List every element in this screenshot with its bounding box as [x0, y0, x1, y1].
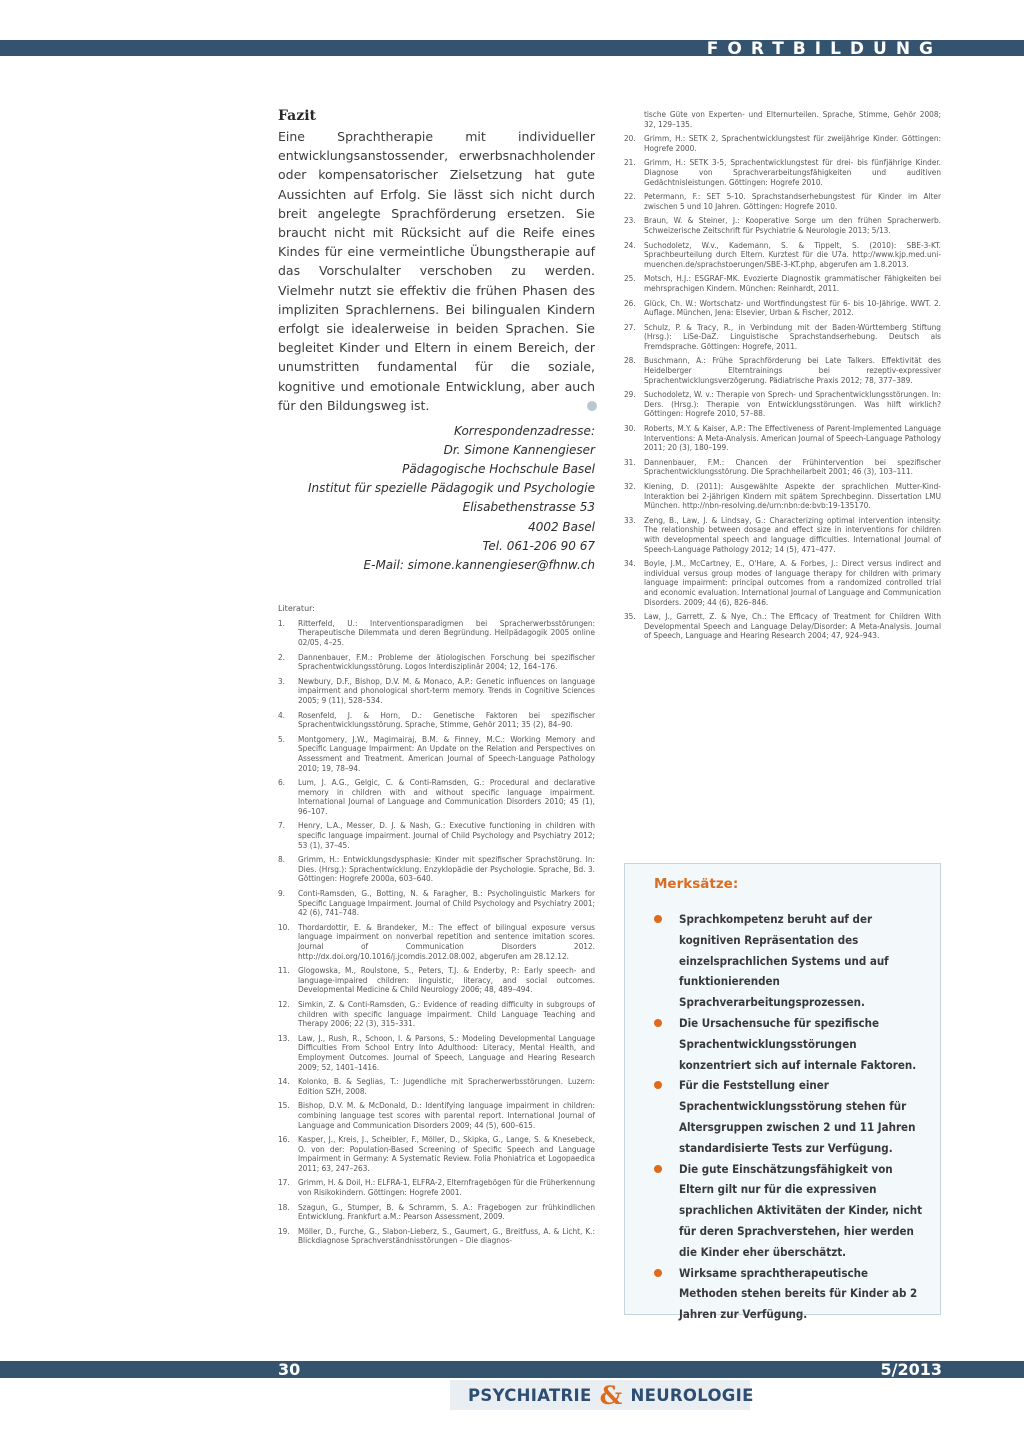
reference-text: Rosenfeld, J. & Horn, D.: Genetische Faktoren bei spezifischer Sprachentwicklungsstörung. Sprache, Stimme, Gehör 2011; 35 (2), 84–90. [298, 709, 595, 730]
key-points-box [624, 863, 941, 1322]
reference-number: 8. [278, 854, 286, 865]
reference-text: Dannenbauer, F.M.: Probleme der ätiologischen Forschung bei spezifischer Sprachentwicklungsstörung. Logos Interdisziplinär 2004; 12, 164–176. [298, 651, 595, 672]
end-mark-dot [587, 401, 597, 411]
reference-number: 3. [278, 675, 286, 686]
reference-text: Ritterfeld, U.: Interventionsparadigmen bei Spracherwerbsstörungen: Therapeutische Dilemmata und deren Begründung. Heilpädagogik 2005 online 02/05, 4–25. [298, 617, 595, 647]
key-point-text: Wirksame sprachtherapeutische Methoden stehen bereits für Kinder ab 2 Jahren zur Verfügung. [679, 1265, 918, 1322]
reference-item [278, 1203, 595, 1222]
reference-number: 9. [278, 888, 286, 899]
reference-text: Braun, W. & Steiner, J.: Kooperative Sorge um den frühen Spracherwerb. Schweizerische Zeitschrift für Psychiatrie & Neurologie 2013; 5/13. [644, 215, 941, 235]
reference-number: 24. [624, 239, 636, 250]
reference-number: 15. [278, 1100, 290, 1111]
reference-number: 10. [278, 921, 290, 932]
reference-item [624, 192, 941, 211]
reference-text: Roberts, M.Y. & Kaiser, A.P.: The Effectiveness of Parent-Implemented Language Interventions: A Meta-Analysis. American Journal of Speech-Language Pathology 2011; 20 (3), 180–199. [644, 423, 941, 453]
reference-item [624, 424, 941, 453]
reference-item [624, 134, 941, 153]
reference-text: Glogowska, M., Roulstone, S., Peters, T.J. & Enderby, P.: Early speech- and language-impaired children: linguistic, literacy, and social outcomes. Developmental Medicine & Child Neurology 2006; 48, 489–494. [298, 965, 595, 995]
reference-item [278, 735, 595, 773]
reference-number: 14. [278, 1076, 290, 1087]
reference-text: Thordardottir, E. & Brandeker, M.: The effect of bilingual exposure versus language impairment on nonverbal repetition and sentence imitation scores. Journal of Communication Disorders 2012. http://dx.doi.org/10.1016/j.jcomdis.2012.08.002, abgerufen am 28.12.12. [298, 921, 595, 961]
reference-text: Newbury, D.F., Bishop, D.V. M. & Monaco, A.P.: Genetic influences on language impairment and phonological short-term memory. Trends in Cognitive Sciences 2005; 9 (11), 528–534. [298, 675, 595, 705]
reference-text: Simkin, Z. & Conti-Ramsden, G.: Evidence of reading difficulty in subgroups of children with specific language impairment. Child Language Teaching and Therapy 2006; 22 (3), 315–331. [298, 998, 595, 1029]
reference-text: Szagun, G., Stumper, B. & Schramm, S. A.: Fragebogen zur frühkindlichen Entwicklung. Frankfurt a.M.: Pearson Assessment, 2009. [298, 1201, 595, 1222]
reference-number: 5. [278, 733, 286, 744]
reference-text: Conti-Ramsden, G., Botting, N. & Faragher, B.: Psycholinguistic Markers for Specific Language Impairment. Journal of Child Psychology and Psychiatry 2001; 42 (6), 741–748. [298, 888, 595, 918]
reference-list-left [278, 619, 595, 1246]
reference-item [624, 356, 941, 385]
reference-text: Suchodoletz, W.v., Kademann, S. & Tippelt, S. (2010): SBE-3-KT. Sprachbeurteilung durch Eltern. Kurztest für die U7a. http://www.kjp.med.uni-muenchen.de/sprachstoerungen/SBE-3-KT.php, abgerufen am 1.8.2013. [644, 239, 941, 269]
reference-item [278, 1135, 595, 1173]
key-point-item [654, 909, 930, 1013]
reference-number: 7. [278, 820, 286, 831]
reference-number: 6. [278, 777, 286, 788]
fazit-text: Eine Sprachtherapie mit individueller entwicklungsanstossender, erwerbsnachholender oder kompensatorischer Zielsetzung hat gute Aussichten auf Erfolg. Sie lässt sich nicht durch breit angelegte Sprachförderung ersetzen. Sie braucht nicht mit Rücksicht auf die Reife eines Kindes für eine vermeintliche Übungstherapie auf das Vorschulalter verschoben zu werden. Vielmehr nutzt sie effektiv die frühen Phasen des impliziten Sprachlernens. Bei bilingualen Kindern erfolgt sie idealerweise in beiden Sprachen. Sie begleitet Kinder und Eltern in einem Bereich, der unumstritten fundamental für die soziale, kognitive und emotionale Entwicklung, aber auch für den Bildungsweg ist. [278, 129, 595, 413]
reference-text: Grimm, H.: Entwicklungsdysphasie: Kinder mit spezifischer Sprachstörung. In: Dies. (Hrsg.): Sprachentwicklung. Enzyklopädie der Psychologie. Sprache, Bd. 3. Göttingen: Hogrefe 2000a, 603–640. [298, 854, 595, 884]
contact-phone: Tel. 061-206 90 67 [482, 538, 595, 553]
reference-item [278, 821, 595, 850]
journal-logo-right: NEUROLOGIE [630, 1386, 754, 1405]
reference-text: Kolonko, B. & Seglias, T.: Jugendliche mit Spracherwerbsstörungen. Luzern: Edition SZH, 2008. [298, 1076, 595, 1096]
reference-item [278, 1000, 595, 1029]
bullet-dot-icon [654, 1081, 662, 1089]
bullet-dot-icon [654, 1019, 662, 1027]
fazit-heading: Fazit [278, 108, 316, 124]
reference-text: Grimm, H.: SETK 3-5, Sprachentwicklungstest für drei- bis fünfjährige Kinder. Diagnose von Sprachverarbeitungsfähigkeiten und auditiven Gedächtnisleistungen. Göttingen: Hogrefe 2010. [644, 157, 941, 187]
key-points-heading: Merksätze: [654, 876, 739, 892]
reference-number: 26. [624, 297, 636, 308]
reference-number: 23. [624, 215, 636, 226]
contact-street: Elisabethenstrasse 53 [462, 500, 595, 515]
reference-item [624, 516, 941, 554]
reference-number: 19. [278, 1225, 290, 1236]
reference-item [624, 216, 941, 235]
key-point-item [654, 1075, 930, 1158]
reference-continuation: tische Güte von Experten- und Elternurteilen. Sprache, Stimme, Gehör 2008; 32, 129–135. [644, 109, 941, 129]
key-point-text: Sprachkompetenz beruht auf der kognitiven Repräsentation des einzelsprachlichen Systems und auf funktionierenden Sprachverarbeitungsprozessen. [679, 912, 889, 1010]
fazit-paragraph [278, 127, 595, 415]
reference-text: Suchodoletz, W. v.: Therapie von Sprech- und Sprachentwicklungsstörungen. In: Ders. (Hrsg.): Therapie von Entwicklungsstörungen. Was hilft wirklich? Göttingen: Hogrefe 2010, 57–88. [644, 389, 941, 419]
reference-text: Montgomery, J.W., Magimairaj, B.M. & Finney, M.C.: Working Memory and Specific Language Impairment: An Update on the Relation and Perspectives on Assessment and Treatment. American Journal of Speech-Language Pathology 2010; 19, 78–94. [298, 733, 595, 773]
reference-text: Grimm, H. & Doil, H.: ELFRA-1, ELFRA-2, Elternfragebögen für die Früherkennung von Risikokindern. Göttingen: Hogrefe 2001. [298, 1177, 595, 1198]
reference-number: 16. [278, 1134, 290, 1145]
reference-item [278, 711, 595, 730]
contact-department: Institut für spezielle Pädagogik und Psychologie [308, 481, 595, 496]
reference-text: Möller, D., Furche, G., Slabon-Lieberz, S., Gaumert, G., Breitfuss, A. & Licht, K.: Blickdiagnose Sprachverständnisstörungen – Die diagnos- [298, 1225, 595, 1246]
reference-number: 22. [624, 191, 636, 202]
reference-text: Petermann, F.: SET 5-10. Sprachstandserhebungstest für Kinder im Alter zwischen 5 und 10 Jahren. Göttingen: Hogrefe 2010. [644, 191, 941, 211]
correspondence-address [278, 422, 595, 575]
key-point-text: Die Ursachensuche für spezifische Sprachentwicklungsstörungen konzentriert sich auf internale Faktoren. [679, 1015, 917, 1072]
reference-number: 32. [624, 481, 636, 491]
key-point-item [654, 1159, 930, 1263]
contact-institution: Pädagogische Hochschule Basel [402, 462, 595, 477]
reference-item [624, 274, 941, 293]
reference-number: 18. [278, 1201, 290, 1212]
footer-bar [0, 1361, 1024, 1378]
reference-text: Law, J., Rush, R., Schoon, I. & Parsons, S.: Modeling Developmental Language Difficulties From School Entry Into Adulthood: Literacy, Mental Health, and Employment Outcomes. Journal of Speech, Language and Hearing Research 2009; 52, 1401–1416. [298, 1032, 595, 1072]
key-point-text: Für die Feststellung einer Sprachentwicklungsstörung stehen für Altersgruppen zwischen 2 und 11 Jahren standardisierte Tests zur Verfügung. [679, 1078, 916, 1155]
reference-item [278, 677, 595, 706]
reference-item [278, 889, 595, 918]
reference-item [624, 458, 941, 477]
reference-item [624, 158, 941, 187]
reference-item [278, 1077, 595, 1096]
reference-number: 29. [624, 389, 636, 400]
reference-number: 4. [278, 709, 286, 720]
reference-item [624, 390, 941, 419]
reference-text: Kiening, D. (2011): Ausgewählte Aspekte der sprachlichen Mutter-Kind-Interaktion bei 2-jährigen Kindern mit spätem Sprechbeginn. Dissertation LMU München. http://nbn-resolving.de/urn:nbn:de:bvb:19-135170. [644, 481, 941, 511]
key-point-item [654, 1013, 930, 1075]
reference-text: Buschmann, A.: Frühe Sprachförderung bei Late Talkers. Effektivität des Heidelberger Elterntrainings bei rezeptiv-expressiver Sprachentwicklungsverzögerung. Pädiatrische Praxis 2012; 78, 377–389. [644, 355, 941, 385]
contact-city: 4002 Basel [528, 519, 595, 534]
reference-item [278, 619, 595, 648]
reference-number: 35. [624, 611, 636, 622]
reference-number: 31. [624, 456, 636, 467]
journal-logo-ampersand: & [599, 1381, 623, 1410]
reference-item [624, 299, 941, 318]
section-label: FORTBILDUNG [706, 39, 942, 59]
journal-logo [468, 1381, 754, 1410]
reference-list-right [624, 134, 941, 641]
reference-item [624, 241, 941, 270]
reference-text: Lum, J. A.G., Gelgic, C. & Conti-Ramsden, G.: Procedural and declarative memory in children with and without specific language impairment. International Journal of Language and Communication Disorders 2010; 45 (1), 96–107. [298, 777, 595, 816]
bullet-dot-icon [654, 915, 662, 923]
reference-item [278, 855, 595, 884]
reference-text: Bishop, D.V. M. & McDonald, D.: Identifying language impairment in children: combining language test scores with parental report. International Journal of Language and Communication Disorders 2009; 44 (5), 600–615. [298, 1100, 595, 1130]
journal-logo-left: PSYCHIATRIE [468, 1386, 592, 1405]
reference-number: 30. [624, 423, 636, 434]
page-number: 30 [278, 1360, 301, 1379]
reference-number: 2. [278, 651, 286, 662]
reference-number: 33. [624, 514, 636, 525]
key-points-list [654, 909, 930, 1325]
key-point-text: Die gute Einschätzungsfähigkeit von Eltern gilt nur für die expressiven sprachlichen Aktivitäten der Kinder, nicht für deren Sprachverstehen, hier werden die Kinder eher überschätzt. [679, 1161, 923, 1259]
reference-text: Glück, Ch. W.: Wortschatz- und Wortfindungstest für 6- bis 10-Jährige. WWT. 2. Auflage. München, Jena: Elsevier, Urban & Fischer, 2012. [644, 297, 941, 318]
reference-item [278, 1178, 595, 1197]
reference-item [278, 653, 595, 672]
contact-name: Dr. Simone Kannengieser [443, 443, 595, 458]
reference-item [278, 1101, 595, 1130]
reference-number: 34. [624, 558, 636, 569]
reference-item [278, 966, 595, 995]
reference-number: 11. [278, 965, 290, 976]
bullet-dot-icon [654, 1165, 662, 1173]
reference-number: 17. [278, 1177, 290, 1188]
reference-text: Boyle, J.M., McCartney, E., O'Hare, A. & Forbes, J.: Direct versus indirect and individual versus group modes of language therapy for children with primary language impairment: principal outcomes from a randomized controlled trial and economic evaluation. International Journal of Language and Communication Disorders. 2009; 44 (6), 826–846. [644, 558, 942, 607]
reference-item [624, 323, 941, 352]
key-point-item [654, 1263, 930, 1325]
reference-number: 20. [624, 133, 636, 144]
reference-item [278, 778, 595, 816]
reference-text: Motsch, H.J.: ESGRAF-MK. Evozierte Diagnostik grammatischer Fähigkeiten bei mehrsprachigen Kindern. München: Reinhardt, 2011. [644, 273, 941, 293]
reference-item [278, 1227, 595, 1246]
literature-heading: Literatur: [278, 603, 315, 613]
reference-number: 1. [278, 617, 286, 628]
issue-number: 5/2013 [880, 1360, 942, 1379]
reference-text: Kasper, J., Kreis, J., Scheibler, F., Möller, D., Skipka, G., Lange, S. & Knesebeck, O. von der: Population-Based Screening of Specific Speech and Language Impairment in Germany: A Systematic Review. Folia Phoniatrica et Logopaedica 2011; 63, 247–263. [298, 1134, 595, 1173]
reference-number: 27. [624, 321, 636, 332]
reference-item [624, 559, 941, 607]
reference-text: Zeng, B., Law, J. & Lindsay, G.: Characterizing optimal intervention intensity: The relationship between dosage and effect size in interventions for children with developmental speech and language difficulties. International Journal of Speech-Language Pathology 2012; 14 (5), 471–477. [644, 514, 941, 554]
reference-item [624, 482, 941, 511]
reference-item [624, 612, 941, 641]
reference-number: 28. [624, 355, 636, 366]
reference-number: 13. [278, 1032, 290, 1043]
left-column [278, 108, 595, 1251]
right-column [624, 110, 941, 646]
reference-text: Dannenbauer, F.M.: Chancen der Frühintervention bei spezifischer Sprachentwicklungsstörung. Die Sprachheilarbeit 2001; 46 (3), 103–111. [644, 456, 941, 477]
reference-text: Henry, L.A., Messer, D. J. & Nash, G.: Executive functioning in children with specific language impairment. Journal of Child Psychology and Psychiatry 2012; 53 (1), 37–45. [298, 820, 595, 850]
reference-number: 25. [624, 273, 636, 284]
contact-label: Korrespondenzadresse: [454, 424, 595, 439]
reference-number: 12. [278, 998, 290, 1009]
reference-item [278, 1034, 595, 1072]
reference-text: Schulz, P. & Tracy, R., in Verbindung mit der Baden-Württemberg Stiftung (Hrsg.): LiSe-DaZ. Linguistische Sprachstandserhebung. Deutsch als Fremdsprache. Göttingen: Hogrefe, 2011. [644, 321, 941, 351]
reference-item [278, 923, 595, 961]
reference-text: Law, J., Garrett, Z. & Nye, Ch.: The Efficacy of Treatment for Children With Developmental Speech and Language Delay/Disorder: A Meta-Analysis. Journal of Speech, Language and Hearing Research 2004; 47, 924–943. [644, 611, 941, 641]
reference-number: 21. [624, 157, 636, 168]
contact-email[interactable]: E-Mail: simone.kannengieser@fhnw.ch [363, 557, 595, 572]
bullet-dot-icon [654, 1269, 662, 1277]
reference-text: Grimm, H.: SETK 2, Sprachentwicklungstest für zweijährige Kinder. Göttingen: Hogrefe 2000. [644, 133, 941, 153]
